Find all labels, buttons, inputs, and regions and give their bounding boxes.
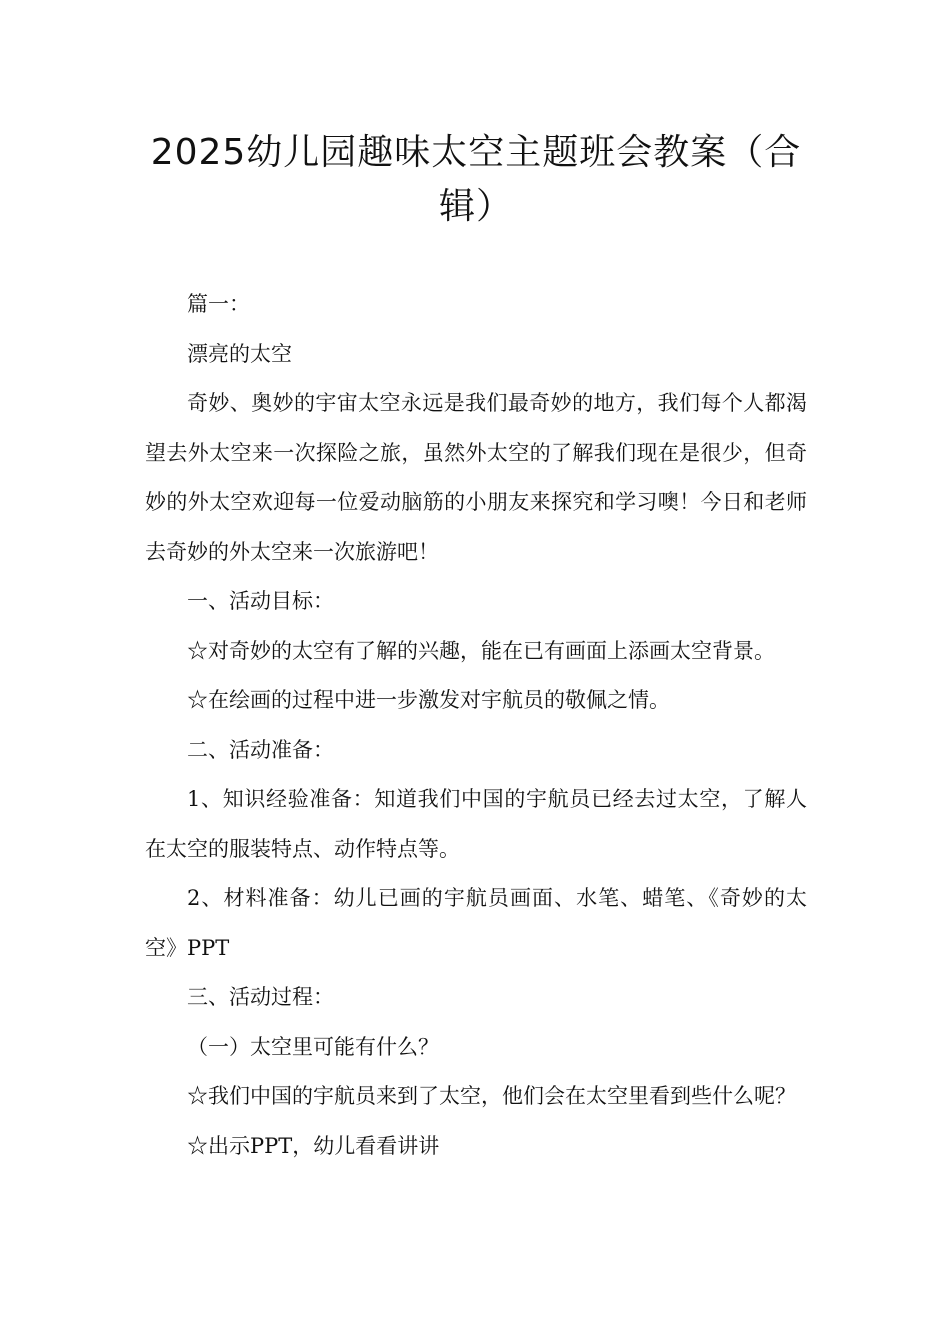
section-heading-part-one: 篇一： bbox=[187, 292, 250, 316]
section-heading-preparation: 二、活动准备： bbox=[187, 737, 334, 762]
document-body bbox=[145, 280, 807, 1171]
intro-paragraph: 奇妙、奥妙的宇宙太空永远是我们最奇妙的地方，我们每个人都渴望去外太空来一次探险之旅，虽然外太空的了解我们现在是很少，但奇妙的外太空欢迎每一位爱动脑筋的小朋友来探究和学习噢！今日和老师去奇妙的外太空来一次旅游吧！ bbox=[145, 391, 807, 564]
goal-item: ☆对奇妙的太空有了解的兴趣，能在已有画面上添画太空背景。 bbox=[187, 638, 775, 663]
process-item: ☆出示PPT，幼儿看看讲讲 bbox=[187, 1133, 440, 1158]
lesson-title: 漂亮的太空 bbox=[187, 341, 292, 366]
process-subheading: （一）太空里可能有什么？ bbox=[187, 1034, 439, 1059]
process-item: ☆我们中国的宇航员来到了太空，他们会在太空里看到些什么呢？ bbox=[187, 1084, 796, 1108]
section-heading-goals: 一、活动目标： bbox=[187, 589, 334, 613]
preparation-item: 2、材料准备：幼儿已画的宇航员画面、水笔、蜡笔、《奇妙的太空》PPT bbox=[145, 886, 807, 960]
document-title: 2025幼儿园趣味太空主题班会教案（合辑） bbox=[150, 132, 802, 227]
preparation-item: 1、知识经验准备：知道我们中国的宇航员已经去过太空，了解人在太空的服装特点、动作特点等。 bbox=[145, 787, 807, 861]
goal-item: ☆在绘画的过程中进一步激发对宇航员的敬佩之情。 bbox=[187, 688, 670, 712]
section-heading-process: 三、活动过程： bbox=[187, 985, 334, 1009]
